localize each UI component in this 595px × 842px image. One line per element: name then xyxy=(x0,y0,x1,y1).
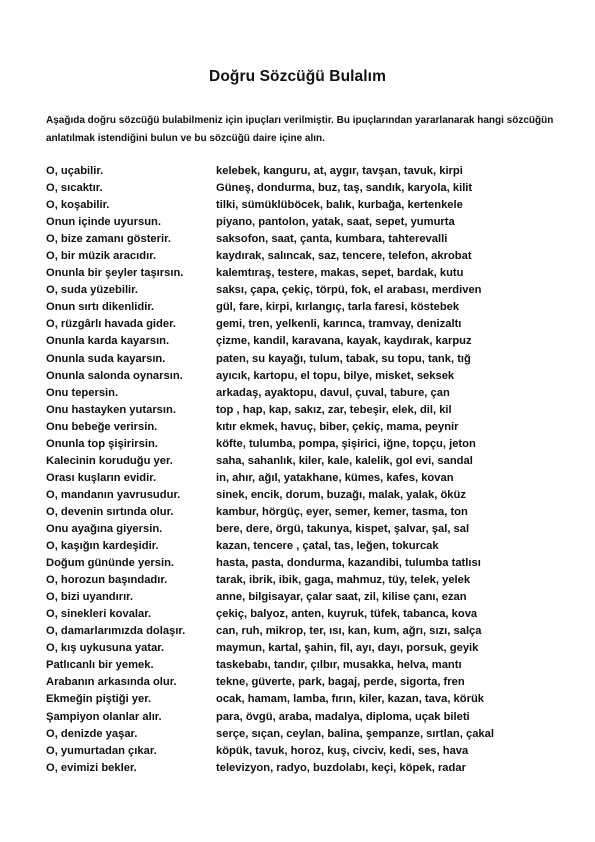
word-options[interactable]: para, övgü, araba, madalya, diploma, uçak bileti xyxy=(216,710,470,723)
word-options[interactable]: paten, su kayağı, tulum, tabak, su topu, tank, tığ xyxy=(216,352,471,365)
list-item xyxy=(46,487,566,504)
clue-text: O, sıcaktır. xyxy=(46,182,103,195)
instructions-text: Aşağıda doğru sözcüğü bulabilmeniz için ipuçları verilmiştir. Bu ipuçlarından yararlanarak hangi sözcüğün anlatılmak istendiğini bulun ve bu sözcüğü daire içine alın. xyxy=(46,115,554,144)
clue-text: Onun sırtı dikenlidir. xyxy=(46,301,155,314)
list-item xyxy=(46,333,566,350)
clue-text: Onu ayağına giyersin. xyxy=(46,522,163,535)
list-item xyxy=(46,572,566,589)
clue-text: Onunla bir şeyler taşırsın. xyxy=(46,267,184,280)
word-options[interactable]: taskebabı, tandır, çılbır, musakka, helva, mantı xyxy=(216,659,462,672)
list-item xyxy=(46,316,566,333)
list-item xyxy=(46,385,566,402)
clue-text: Onunla karda kayarsın. xyxy=(46,335,170,348)
word-options[interactable]: kaydırak, salıncak, saz, tencere, telefon, akrobat xyxy=(216,250,472,263)
word-options[interactable]: televizyon, radyo, buzdolabı, keçi, köpek, radar xyxy=(216,761,466,774)
clue-text: Onu hastayken yutarsın. xyxy=(46,403,176,416)
clue-text: Orası kuşların evidir. xyxy=(46,471,157,484)
word-options[interactable]: serçe, sıçan, ceylan, balina, şempanze, sırtlan, çakal xyxy=(216,727,494,740)
list-item xyxy=(46,691,566,708)
list-item xyxy=(46,555,566,572)
word-options[interactable]: anne, bilgisayar, çalar saat, zil, kilise çanı, ezan xyxy=(216,591,467,604)
word-options[interactable]: can, ruh, mikrop, ter, ısı, kan, kum, ağrı, sızı, salça xyxy=(216,625,482,638)
clue-text: Onun içinde uyursun. xyxy=(46,216,161,229)
word-options[interactable]: kalemtıraş, testere, makas, sepet, bardak, kutu xyxy=(216,267,464,280)
list-item xyxy=(46,351,566,368)
page-title: Doğru Sözcüğü Bulalım xyxy=(209,68,386,85)
clue-text: Arabanın arkasında olur. xyxy=(46,676,177,689)
clue-text: O, sinekleri kovalar. xyxy=(46,608,152,621)
clue-text: O, kış uykusuna yatar. xyxy=(46,642,165,655)
list-item xyxy=(46,606,566,623)
list-item xyxy=(46,726,566,743)
list-item xyxy=(46,368,566,385)
word-options[interactable]: ayıcık, kartopu, el topu, bilye, misket, seksek xyxy=(216,369,455,382)
word-options[interactable]: sinek, encik, dorum, buzağı, malak, yalak, öküz xyxy=(216,488,466,501)
word-options[interactable]: Güneş, dondurma, buz, taş, sandık, karyola, kilit xyxy=(216,182,473,195)
clue-text: O, rüzgârlı havada gider. xyxy=(46,318,176,331)
list-item xyxy=(46,163,566,180)
clue-text: O, bizi uyandırır. xyxy=(46,591,134,604)
word-options[interactable]: saksofon, saat, çanta, kumbara, tahterevalli xyxy=(216,233,448,246)
clue-text: Kalecinin koruduğu yer. xyxy=(46,454,173,467)
word-options[interactable]: saha, sahanlık, kiler, kale, kalelik, gol evi, sandal xyxy=(216,454,473,467)
list-item xyxy=(46,760,566,777)
word-options[interactable]: kambur, hörgüç, eyer, semer, kemer, tasma, ton xyxy=(216,505,468,518)
list-item xyxy=(46,248,566,265)
word-options[interactable]: kazan, tencere , çatal, tas, leğen, tokurcak xyxy=(216,540,439,553)
clue-text: O, damarlarımızda dolaşır. xyxy=(46,625,186,638)
list-item xyxy=(46,214,566,231)
clue-text: Patlıcanlı bir yemek. xyxy=(46,659,154,672)
word-options[interactable]: hasta, pasta, dondurma, kazandibi, tulumba tatlısı xyxy=(216,557,481,570)
word-options[interactable]: bere, dere, örgü, takunya, kispet, şalvar, şal, sal xyxy=(216,522,470,535)
word-options[interactable]: top , hap, kap, sakız, zar, tebeşir, elek, dil, kil xyxy=(216,403,452,416)
list-item xyxy=(46,299,566,316)
word-options[interactable]: tekne, güverte, park, bagaj, perde, sigorta, fren xyxy=(216,676,465,689)
clue-text: O, evimizi bekler. xyxy=(46,761,137,774)
word-options[interactable]: gemi, tren, yelkenli, karınca, tramvay, denizaltı xyxy=(216,318,462,331)
word-options[interactable]: köpük, tavuk, horoz, kuş, civciv, kedi, ses, hava xyxy=(216,744,469,757)
list-item xyxy=(46,504,566,521)
word-options[interactable]: saksı, çapa, çekiç, törpü, fok, el arabası, merdiven xyxy=(216,284,482,297)
list-item xyxy=(46,674,566,691)
list-item xyxy=(46,657,566,674)
list-item xyxy=(46,521,566,538)
clue-text: Doğum gününde yersin. xyxy=(46,557,175,570)
list-item xyxy=(46,743,566,760)
word-options[interactable]: tarak, ibrik, ibik, gaga, mahmuz, tüy, telek, yelek xyxy=(216,574,471,587)
clue-text: Onu bebeğe verirsin. xyxy=(46,420,158,433)
word-options[interactable]: maymun, kartal, şahin, fil, ayı, dayı, porsuk, geyik xyxy=(216,642,479,655)
clue-text: O, uçabilir. xyxy=(46,165,104,177)
word-options[interactable]: kıtır ekmek, havuç, biber, çekiç, mama, peynir xyxy=(216,420,459,433)
clue-text: Şampiyon olanlar alır. xyxy=(46,710,162,723)
clue-text: Onu tepersin. xyxy=(46,386,119,399)
clue-text: O, bir müzik aracıdır. xyxy=(46,250,157,263)
clue-text: O, yumurtadan çıkar. xyxy=(46,744,157,757)
clue-text: O, koşabilir. xyxy=(46,199,110,212)
clue-text: Onunla top şişirirsin. xyxy=(46,437,158,450)
clue-text: O, devenin sırtında olur. xyxy=(46,505,174,518)
list-item xyxy=(46,419,566,436)
clue-text: O, suda yüzebilir. xyxy=(46,284,139,297)
word-options[interactable]: köfte, tulumba, pompa, şişirici, iğne, topçu, jeton xyxy=(216,437,476,450)
word-options[interactable]: kelebek, kanguru, at, aygır, tavşan, tavuk, kirpi xyxy=(216,165,463,177)
clue-text: Onunla suda kayarsın. xyxy=(46,352,166,365)
list-item xyxy=(46,231,566,248)
list-item xyxy=(46,265,566,282)
word-options[interactable]: tilki, sümüklüböcek, balık, kurbağa, kertenkele xyxy=(216,199,463,212)
clue-text: Onunla salonda oynarsın. xyxy=(46,369,183,382)
list-item xyxy=(46,436,566,453)
word-options[interactable]: gül, fare, kirpi, kırlangıç, tarla faresi, köstebek xyxy=(216,301,460,314)
word-options[interactable]: çekiç, balyoz, anten, kuyruk, tüfek, tabanca, kova xyxy=(216,608,478,621)
clue-word-list xyxy=(46,163,566,777)
list-item xyxy=(46,709,566,726)
clue-text: O, denizde yaşar. xyxy=(46,727,138,740)
list-item xyxy=(46,453,566,470)
list-item xyxy=(46,402,566,419)
word-options[interactable]: ocak, hamam, lamba, fırın, kiler, kazan, tava, körük xyxy=(216,693,484,706)
word-options[interactable]: in, ahır, ağıl, yatakhane, kümes, kafes, kovan xyxy=(216,471,454,484)
clue-text: Ekmeğin piştiği yer. xyxy=(46,693,152,706)
list-item xyxy=(46,623,566,640)
list-item xyxy=(46,538,566,555)
list-item xyxy=(46,282,566,299)
clue-text: O, horozun başındadır. xyxy=(46,574,168,587)
list-item xyxy=(46,589,566,606)
list-item xyxy=(46,470,566,487)
list-item xyxy=(46,640,566,657)
clue-text: O, mandanın yavrusudur. xyxy=(46,488,181,501)
word-options[interactable]: piyano, pantolon, yatak, saat, sepet, yumurta xyxy=(216,216,455,229)
list-item xyxy=(46,197,566,214)
clue-text: O, bize zamanı gösterir. xyxy=(46,233,171,246)
clue-text: O, kaşığın kardeşidir. xyxy=(46,540,159,553)
word-options[interactable]: arkadaş, ayaktopu, davul, çuval, tabure, çan xyxy=(216,386,450,399)
list-item xyxy=(46,180,566,197)
word-options[interactable]: çizme, kandil, karavana, kayak, kaydırak, karpuz xyxy=(216,335,472,348)
